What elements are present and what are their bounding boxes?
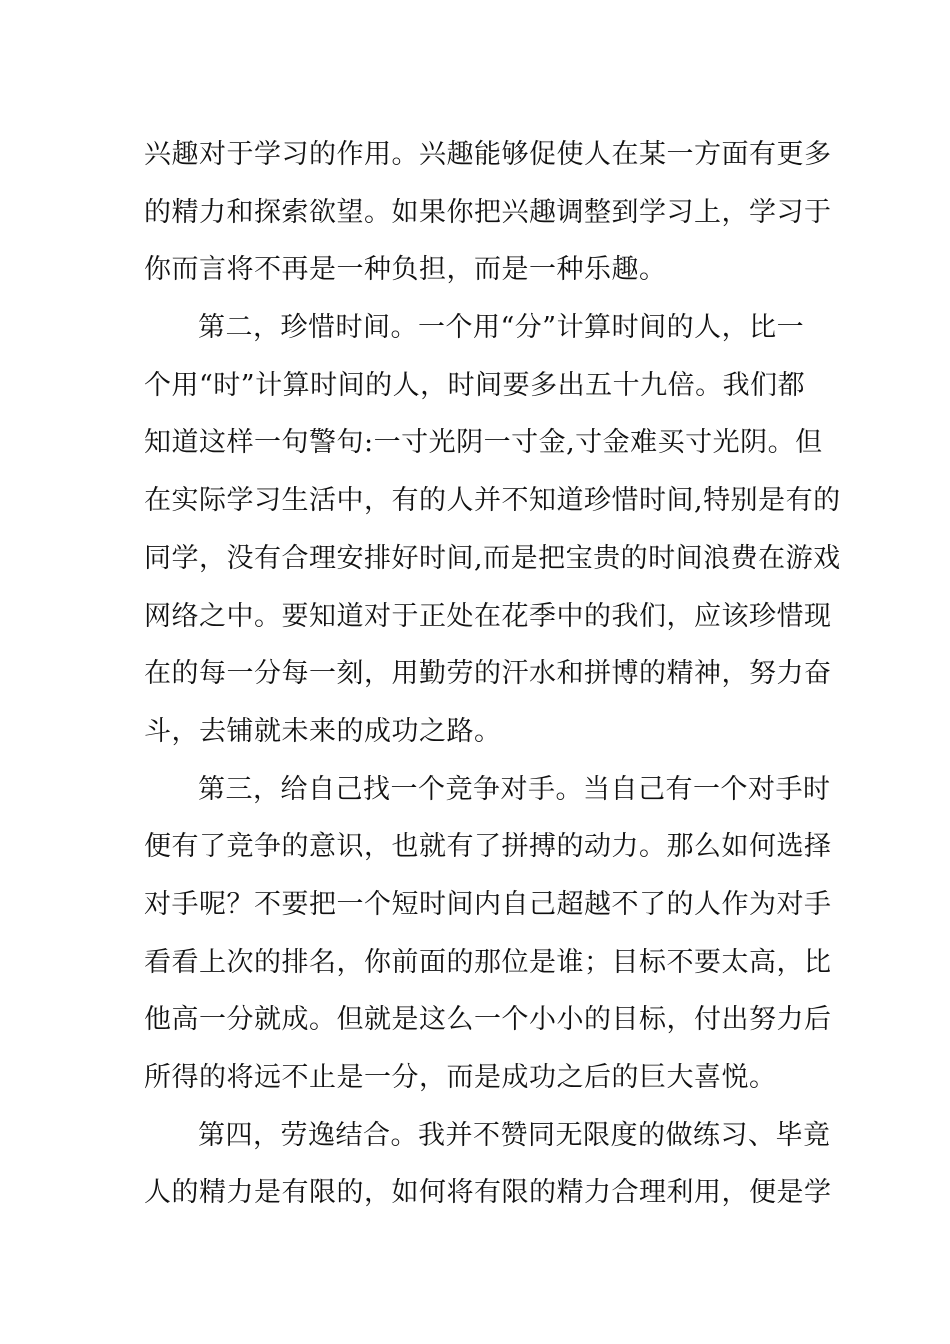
text-line: 第四，劳逸结合。我并不赞同无限度的做练习、毕竟 [198,1119,831,1151]
text-line: 知道这样一句警句:一寸光阴一寸金,寸金难买寸光阴。但 [144,427,823,459]
text-line: 同学，没有合理安排好时间,而是把宝贵的时间浪费在游戏 [144,542,841,574]
body-text [144,126,841,1222]
text-line: 网络之中。要知道对于正处在花季中的我们，应该珍惜现 [144,600,832,632]
text-line: 对手呢？不要把一个短时间内自己超越不了的人作为对手 [144,888,832,920]
text-line: 个用“时”计算时间的人，时间要多出五十九倍。我们都 [144,369,806,401]
text-line: 兴趣对于学习的作用。兴趣能够促使人在某一方面有更多 [144,139,832,170]
text-line: 的精力和探索欲望。如果你把兴趣调整到学习上，学习于 [144,196,832,228]
text-line: 他高一分就成。但就是这么一个小小的目标，付出努力后 [144,1004,832,1036]
text-line: 所得的将远不止是一分，而是成功之后的巨大喜悦。 [144,1062,777,1093]
text-line: 你而言将不再是一种负担，而是一种乐趣。 [144,254,667,286]
text-line: 看看上次的排名，你前面的那位是谁；目标不要太高，比 [144,946,832,978]
text-line: 第二，珍惜时间。一个用“分”计算时间的人，比一 [198,312,805,344]
text-line: 便有了竞争的意识，也就有了拼搏的动力。那么如何选择 [144,831,832,863]
text-line: 在的每一分每一刻，用勤劳的汗水和拼博的精神，努力奋 [144,658,832,690]
text-line: 第三，给自己找一个竞争对手。当自己有一个对手时 [198,773,831,805]
text-line: 人的精力是有限的，如何将有限的精力合理利用，便是学 [144,1177,832,1209]
text-line: 在实际学习生活中，有的人并不知道珍惜时间,特别是有的 [144,485,841,517]
text-line: 斗，去铺就未来的成功之路。 [144,715,502,747]
